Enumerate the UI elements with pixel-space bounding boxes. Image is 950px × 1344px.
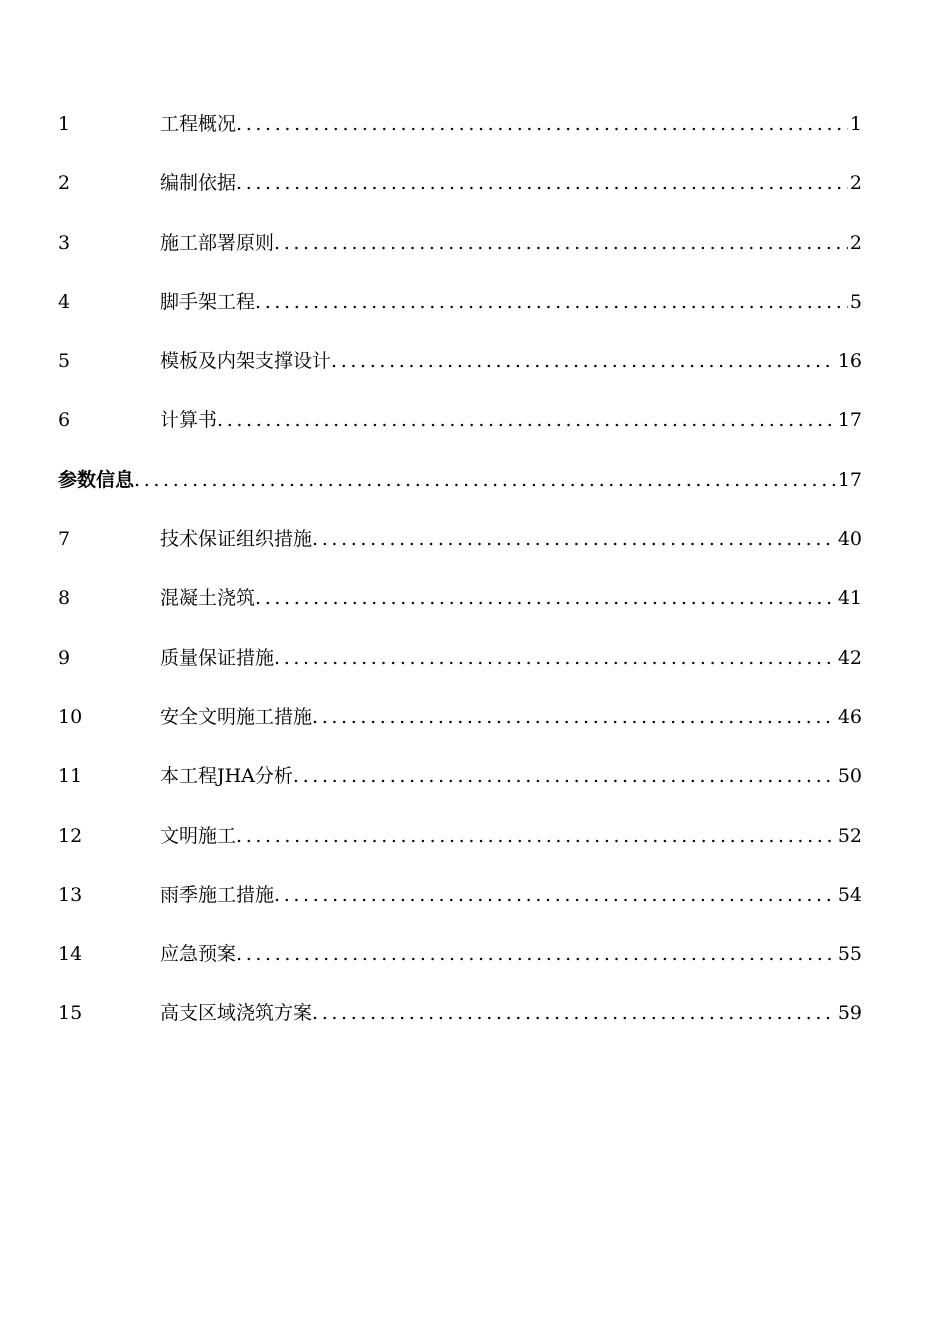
toc-dot-leader — [236, 101, 848, 147]
toc-entry-title: 技术保证组织措施 — [160, 528, 313, 551]
toc-dot-leader — [236, 160, 848, 206]
toc-entry-title: 高支区域浇筑方案 — [160, 1002, 313, 1025]
toc-entry-page: 2 — [849, 231, 862, 254]
toc-entry-title: 施工部署原则 — [160, 231, 275, 254]
toc-entry-number: 11 — [58, 765, 83, 788]
toc-entry-title: 应急预案 — [160, 943, 237, 966]
toc-entry-number: 15 — [58, 1002, 83, 1025]
toc-entry-title: 脚手架工程 — [160, 290, 256, 313]
toc-entry-title: 本工程JHA分析 — [160, 765, 293, 788]
toc-dot-leader — [274, 220, 848, 266]
toc-entry-page: 17 — [837, 468, 862, 491]
toc-entry-number: 12 — [58, 824, 83, 847]
toc-entry-page: 5 — [849, 290, 862, 313]
toc-entry-page: 1 — [849, 113, 862, 135]
toc-entry-5[interactable] — [58, 338, 862, 397]
toc-entry-6[interactable] — [58, 397, 862, 456]
toc-entry-title: 编制依据 — [160, 172, 237, 195]
toc-entry-8[interactable] — [58, 575, 862, 634]
toc-entry-14[interactable] — [58, 931, 862, 990]
toc-entry-title: 混凝土浇筑 — [160, 587, 256, 610]
toc-entry-page: 52 — [837, 824, 862, 847]
toc-entry-12[interactable] — [58, 813, 862, 872]
toc-entry-page: 16 — [837, 350, 862, 373]
toc-entry-number: 13 — [58, 883, 83, 906]
toc-entry-1[interactable] — [58, 101, 862, 160]
toc-entry-number: 6 — [58, 409, 71, 432]
toc-dot-leader — [274, 872, 836, 918]
toc-dot-leader — [312, 516, 836, 562]
toc-dot-leader — [255, 575, 836, 621]
toc-dot-leader — [217, 397, 836, 443]
toc-entry-number: 1 — [58, 113, 71, 135]
toc-entry-title: 安全文明施工措施 — [160, 705, 313, 728]
toc-entry-number: 14 — [58, 943, 83, 966]
toc-entry-page: 41 — [837, 587, 862, 610]
toc-entry-15[interactable] — [58, 990, 862, 1049]
toc-entry-number: 3 — [58, 231, 71, 254]
toc-entry-number: 5 — [58, 350, 71, 373]
toc-dot-leader — [331, 338, 836, 384]
toc-entry-number: 10 — [58, 705, 83, 728]
toc-dot-leader — [236, 931, 836, 977]
toc-entry-7[interactable] — [58, 516, 862, 575]
toc-entry-number: 8 — [58, 587, 71, 610]
toc-entry-number: 9 — [58, 646, 71, 669]
toc-entry-9[interactable] — [58, 635, 862, 694]
toc-entry-4[interactable] — [58, 279, 862, 338]
toc-entry-number: 2 — [58, 172, 71, 195]
toc-entry-title: 参数信息 — [58, 468, 135, 491]
toc-entry-page: 17 — [837, 409, 862, 432]
toc-entry-number: 7 — [58, 528, 71, 551]
table-of-contents — [58, 101, 862, 1050]
toc-entry-page: 55 — [837, 943, 862, 966]
toc-entry-title: 工程概况 — [160, 113, 237, 135]
toc-entry-page: 54 — [837, 883, 862, 906]
toc-entry-parameter-info[interactable] — [58, 457, 862, 516]
toc-entry-13[interactable] — [58, 872, 862, 931]
toc-entry-page: 50 — [837, 765, 862, 788]
toc-entry-page: 40 — [837, 528, 862, 551]
toc-dot-leader — [255, 279, 848, 325]
toc-dot-leader — [312, 990, 836, 1036]
toc-entry-number: 4 — [58, 290, 71, 313]
toc-entry-page: 59 — [837, 1002, 862, 1025]
toc-entry-title: 质量保证措施 — [160, 646, 275, 669]
toc-entry-title: 模板及内架支撑设计 — [160, 350, 332, 373]
toc-entry-title: 雨季施工措施 — [160, 883, 275, 906]
toc-dot-leader — [134, 457, 836, 503]
toc-entry-page: 2 — [849, 172, 862, 195]
toc-dot-leader — [274, 635, 836, 681]
toc-entry-3[interactable] — [58, 220, 862, 279]
toc-dot-leader — [236, 813, 836, 859]
toc-entry-11[interactable] — [58, 753, 862, 812]
toc-entry-2[interactable] — [58, 160, 862, 219]
toc-dot-leader — [312, 694, 836, 740]
toc-entry-title: 文明施工 — [160, 824, 237, 847]
toc-entry-page: 46 — [837, 705, 862, 728]
toc-entry-title: 计算书 — [160, 409, 218, 432]
toc-entry-10[interactable] — [58, 694, 862, 753]
toc-entry-page: 42 — [837, 646, 862, 669]
toc-dot-leader — [293, 753, 836, 799]
